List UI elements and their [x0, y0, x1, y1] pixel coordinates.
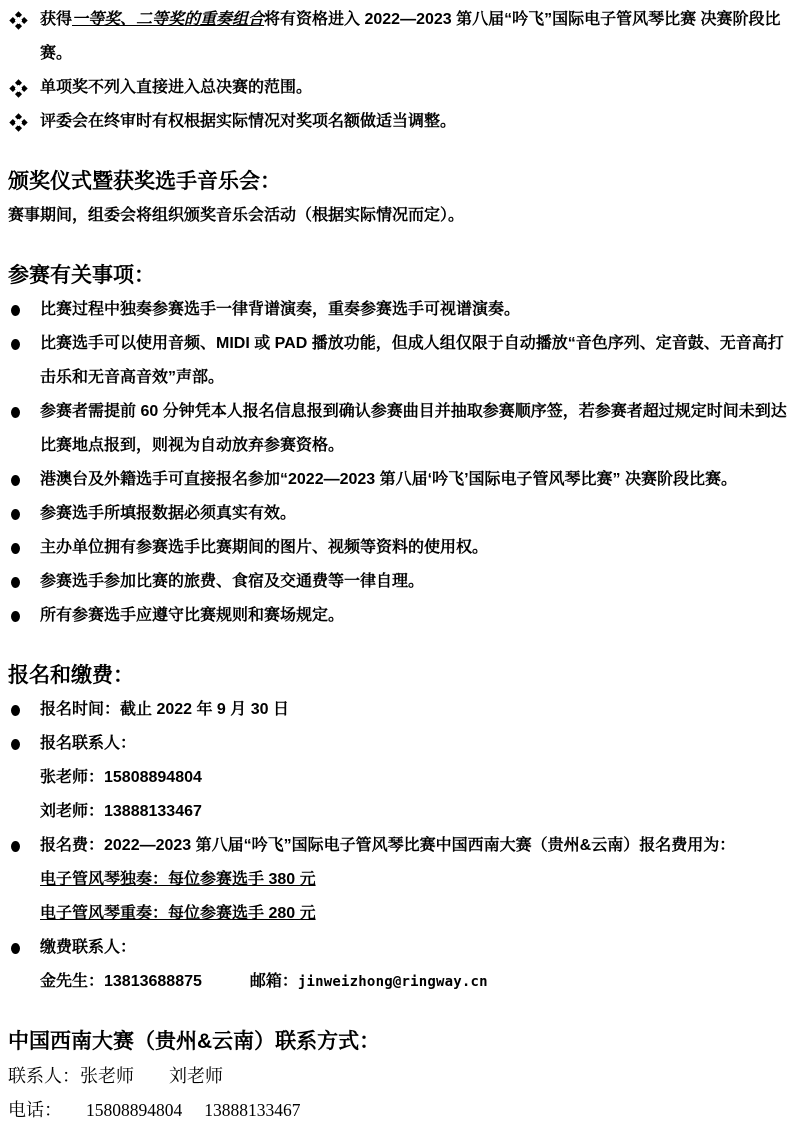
fee-ensemble: 电子管风琴重奏：每位参赛选手 280 元 [40, 905, 316, 922]
list-item [8, 829, 788, 863]
bullet-marker-cell [8, 727, 40, 761]
bullet-marker-cell [8, 3, 40, 37]
dot-bullet-icon [11, 475, 20, 486]
payment-contact-label: 缴费联系人： [40, 939, 137, 956]
section-heading-award-ceremony: 颁奖仪式暨获奖选手音乐会： [8, 170, 281, 193]
bullet-marker-cell [8, 327, 40, 361]
registration-deadline: 报名时间：截止 2022 年 9 月 30 日 [40, 701, 289, 718]
list-item [8, 599, 788, 633]
bullet-marker-cell [8, 105, 40, 139]
note-item [8, 3, 788, 71]
bullet-marker-cell [8, 463, 40, 497]
payment-contact: 金先生：13813688875 [40, 973, 202, 990]
note-item [8, 105, 788, 139]
note-prefix: 获得 [40, 11, 73, 28]
list-item-text: 比赛选手可以使用音频、MIDI 或 PAD 播放功能，但成人组仅限于自动播放“音色序列、定音鼓、无音高打击乐和无音高音效”声部。 [40, 335, 784, 386]
dot-bullet-icon [11, 943, 20, 954]
footer-phones-label: 电话： [8, 1100, 62, 1120]
list-item-text: 参赛选手所填报数据必须真实有效。 [40, 505, 297, 522]
list-item [8, 327, 788, 395]
list-item-text: 港澳台及外籍选手可直接报名参加“2022—2023 第八届‘吟飞’国际电子管风琴比赛” 决赛阶段比赛。 [40, 471, 737, 488]
dot-bullet-icon [11, 339, 20, 350]
bullet-marker-cell [8, 693, 40, 727]
list-item-text: 参赛者需提前 60 分钟凭本人报名信息报到确认参赛曲目并抽取参赛顺序签，若参赛者超过规定时间未到达比赛地点报到，则视为自动放弃参赛资格。 [40, 403, 787, 454]
footer-person-2: 刘老师 [169, 1066, 223, 1086]
footer-phone-2: 13888133467 [204, 1100, 301, 1120]
bullet-marker-cell [8, 931, 40, 965]
bullet-marker-cell [8, 599, 40, 633]
bullet-marker-cell [8, 395, 40, 429]
dot-bullet-icon [11, 739, 20, 750]
dot-bullet-icon [11, 305, 20, 316]
note-text: 单项奖不列入直接进入总决赛的范围。 [40, 79, 313, 96]
dot-bullet-icon [11, 509, 20, 520]
note-item [8, 71, 788, 105]
bullet-marker-cell [8, 497, 40, 531]
section-heading-registration: 报名和缴费： [8, 664, 134, 687]
list-item-text: 参赛选手参加比赛的旅费、食宿及交通费等一律自理。 [40, 573, 425, 590]
footer-persons-label: 联系人： [8, 1066, 80, 1086]
list-item-text: 比赛过程中独奏参赛选手一律背谱演奏，重奏参赛选手可视谱演奏。 [40, 301, 521, 318]
footer-person-1: 张老师 [80, 1066, 134, 1086]
note-emphasis: 一等奖、二等奖的重奏组合 [72, 11, 265, 28]
registration-contact-1: 张老师：15808894804 [40, 769, 202, 786]
note-suffix: 将有资格进入 2022—2023 第八届“吟飞”国际电子管风琴比赛 决赛阶段比赛。 [40, 11, 781, 62]
list-item [8, 565, 788, 599]
dot-bullet-icon [11, 577, 20, 588]
registration-fee-intro: 报名费：2022—2023 第八届“吟飞”国际电子管风琴比赛中国西南大赛（贵州&云南）报名费用为： [40, 837, 736, 854]
email-address: jinweizhong@ringway.cn [297, 974, 488, 990]
note-text [40, 3, 788, 71]
bullet-marker-cell [8, 71, 40, 105]
footer-phone-1: 15808894804 [86, 1100, 183, 1120]
diamond-bullet-icon [15, 17, 22, 24]
bullet-marker-cell [8, 565, 40, 599]
dot-bullet-icon [11, 543, 20, 554]
section-heading-footer-contact: 中国西南大赛（贵州&云南）联系方式： [8, 1030, 381, 1053]
list-item [8, 693, 788, 727]
bullet-marker-cell [8, 829, 40, 863]
list-item [8, 531, 788, 565]
diamond-bullet-icon [15, 85, 22, 92]
registration-contact-label: 报名联系人： [40, 735, 137, 752]
section-heading-participation: 参赛有关事项： [8, 264, 155, 287]
list-item [8, 463, 788, 497]
note-text: 评委会在终审时有权根据实际情况对奖项名额做适当调整。 [40, 113, 457, 130]
list-item-text: 主办单位拥有参赛选手比赛期间的图片、视频等资料的使用权。 [40, 539, 489, 556]
payment-contact-line [40, 965, 788, 999]
dot-bullet-icon [11, 407, 20, 418]
list-item [8, 395, 788, 463]
list-item-text: 所有参赛选手应遵守比赛规则和赛场规定。 [40, 607, 345, 624]
list-item [8, 293, 788, 327]
list-item [8, 727, 788, 761]
dot-bullet-icon [11, 841, 20, 852]
dot-bullet-icon [11, 705, 20, 716]
footer-persons-line [8, 1059, 788, 1093]
footer-phones-line [8, 1093, 788, 1125]
bullet-marker-cell [8, 293, 40, 327]
list-item [8, 497, 788, 531]
registration-contact-2: 刘老师：13888133467 [40, 803, 202, 820]
email-label: 邮箱： [249, 973, 298, 990]
dot-bullet-icon [11, 611, 20, 622]
fee-solo: 电子管风琴独奏：每位参赛选手 380 元 [40, 871, 316, 888]
bullet-marker-cell [8, 531, 40, 565]
list-item [8, 931, 788, 965]
diamond-bullet-icon [15, 119, 22, 126]
award-ceremony-body: 赛事期间，组委会将组织颁奖音乐会活动（根据实际情况而定）。 [8, 207, 465, 224]
